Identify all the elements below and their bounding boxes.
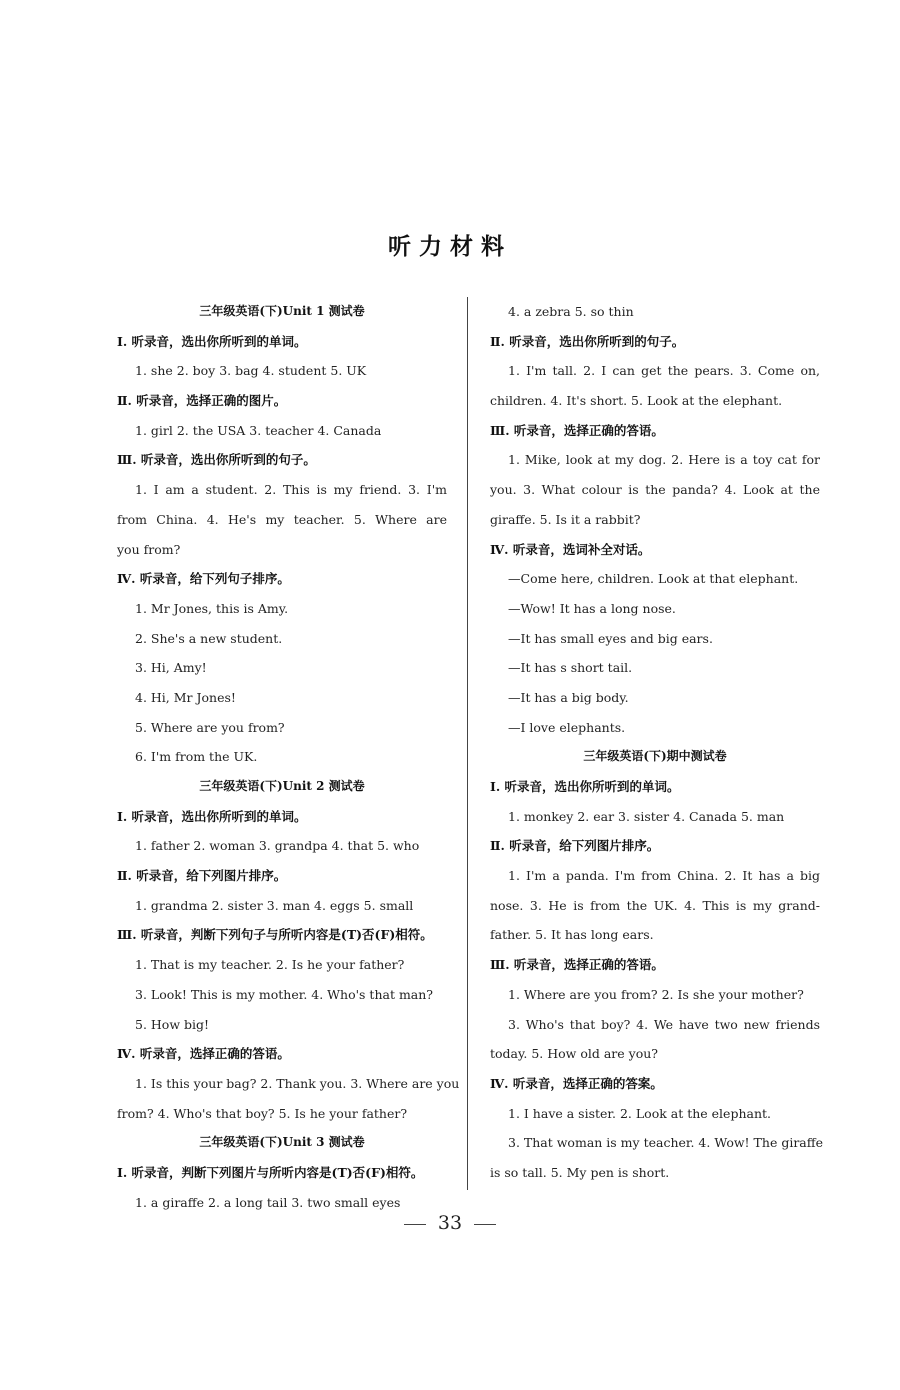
item-line: 1. I'm a panda. I'm from China. 2. It has a big <box>508 868 820 884</box>
item-line: 5. How big! <box>135 1016 210 1032</box>
continuation-line: today. 5. How old are you? <box>490 1046 658 1062</box>
item-line: 5. Where are you from? <box>135 719 285 735</box>
question-heading: Ⅱ. 听录音，选出你所听到的句子。 <box>490 333 685 349</box>
section-title: 三年级英语(下)Unit 2 测试卷 <box>199 779 365 793</box>
item-line: 3. Who's that boy? 4. We have two new friends <box>508 1016 820 1032</box>
item-line: 1. I have a sister. 2. Look at the elephant. <box>508 1105 772 1121</box>
page-number-footer <box>0 1212 900 1234</box>
item-line: 1. Is this your bag? 2. Thank you. 3. Where are you <box>135 1075 460 1091</box>
item-line: 1. father 2. woman 3. grandpa 4. that 5. who <box>135 838 420 854</box>
question-heading: Ⅰ. 听录音，判断下列图片与所听内容是(T)否(F)相符。 <box>117 1164 424 1180</box>
item-line: 6. I'm from the UK. <box>135 749 258 765</box>
footer-dash-right <box>474 1224 496 1225</box>
continuation-line: children. 4. It's short. 5. Look at the elephant. <box>490 393 783 409</box>
item-line: 1. girl 2. the USA 3. teacher 4. Canada <box>135 422 382 438</box>
item-line: —Come here, children. Look at that elephant. <box>508 571 799 587</box>
item-line: 1. I am a student. 2. This is my friend. 3. I'm <box>135 482 447 498</box>
section-title: 三年级英语(下)期中测试卷 <box>583 749 727 764</box>
continuation-line: is so tall. 5. My pen is short. <box>490 1164 670 1180</box>
section-title: 三年级英语(下)Unit 3 测试卷 <box>199 1135 365 1150</box>
question-heading: Ⅳ. 听录音，选择正确的答语。 <box>117 1046 290 1062</box>
question-heading: Ⅲ. 听录音，判断下列句子与所听内容是(T)否(F)相符。 <box>117 927 433 943</box>
item-line: 1. Where are you from? 2. Is she your mother? <box>508 986 804 1002</box>
footer-dash-left <box>404 1224 426 1225</box>
item-line: 3. That woman is my teacher. 4. Wow! The giraffe <box>508 1135 824 1151</box>
item-line: —It has small eyes and big ears. <box>508 630 713 646</box>
item-line: 4. Hi, Mr Jones! <box>135 689 236 705</box>
question-heading: Ⅱ. 听录音，给下列图片排序。 <box>490 838 660 854</box>
question-heading: Ⅰ. 听录音，选出你所听到的单词。 <box>490 779 680 794</box>
column-divider <box>467 297 468 1190</box>
item-line: 1. she 2. boy 3. bag 4. student 5. UK <box>135 363 367 379</box>
question-heading: Ⅳ. 听录音，给下列句子排序。 <box>117 571 290 587</box>
continuation-line: giraffe. 5. Is it a rabbit? <box>490 511 641 527</box>
continuation-line: you from? <box>117 541 181 557</box>
left-column <box>117 297 460 1217</box>
right-column <box>490 297 824 1188</box>
question-heading: Ⅱ. 听录音，选择正确的图片。 <box>117 393 287 409</box>
item-line: 1. monkey 2. ear 3. sister 4. Canada 5. man <box>508 808 785 824</box>
question-heading: Ⅰ. 听录音，选出你所听到的单词。 <box>117 808 307 824</box>
continuation-line: from? 4. Who's that boy? 5. Is he your father? <box>117 1105 408 1121</box>
question-heading: Ⅲ. 听录音，选出你所听到的句子。 <box>117 452 316 468</box>
page-title: 听力材料 <box>388 233 512 260</box>
question-heading: Ⅳ. 听录音，选词补全对话。 <box>490 541 651 557</box>
continuation-line: from China. 4. He's my teacher. 5. Where are <box>117 511 447 527</box>
question-heading: Ⅱ. 听录音，给下列图片排序。 <box>117 868 287 884</box>
item-line: 1. Mr Jones, this is Amy. <box>135 600 289 616</box>
item-line: —It has s short tail. <box>508 660 633 676</box>
item-line: —I love elephants. <box>508 719 626 735</box>
question-heading: Ⅲ. 听录音，选择正确的答语。 <box>490 957 664 973</box>
item-line: 2. She's a new student. <box>135 630 283 646</box>
item-line: 3. Hi, Amy! <box>135 660 207 676</box>
continuation-line: father. 5. It has long ears. <box>490 927 654 943</box>
item-line: —It has a big body. <box>508 689 629 705</box>
continuation-line: nose. 3. He is from the UK. 4. This is my grand- <box>490 897 820 913</box>
item-line: 1. grandma 2. sister 3. man 4. eggs 5. small <box>135 897 414 913</box>
question-heading: Ⅰ. 听录音，选出你所听到的单词。 <box>117 333 307 349</box>
item-line: 1. a giraffe 2. a long tail 3. two small eyes <box>135 1194 401 1210</box>
section-title: 三年级英语(下)Unit 1 测试卷 <box>199 304 365 318</box>
item-line: 1. I'm tall. 2. I can get the pears. 3. Come on, <box>508 363 820 379</box>
continuation-line: you. 3. What colour is the panda? 4. Look at the <box>490 482 820 498</box>
question-heading: Ⅳ. 听录音，选择正确的答案。 <box>490 1075 663 1091</box>
page-number: 33 <box>437 1212 463 1234</box>
item-line: —Wow! It has a long nose. <box>508 600 676 616</box>
item-line: 3. Look! This is my mother. 4. Who's that man? <box>135 986 433 1002</box>
question-heading: Ⅲ. 听录音，选择正确的答语。 <box>490 422 664 438</box>
item-line: 1. That is my teacher. 2. Is he your father? <box>135 957 405 973</box>
item-line: 4. a zebra 5. so thin <box>508 304 634 319</box>
item-line: 1. Mike, look at my dog. 2. Here is a toy cat for <box>508 452 820 468</box>
